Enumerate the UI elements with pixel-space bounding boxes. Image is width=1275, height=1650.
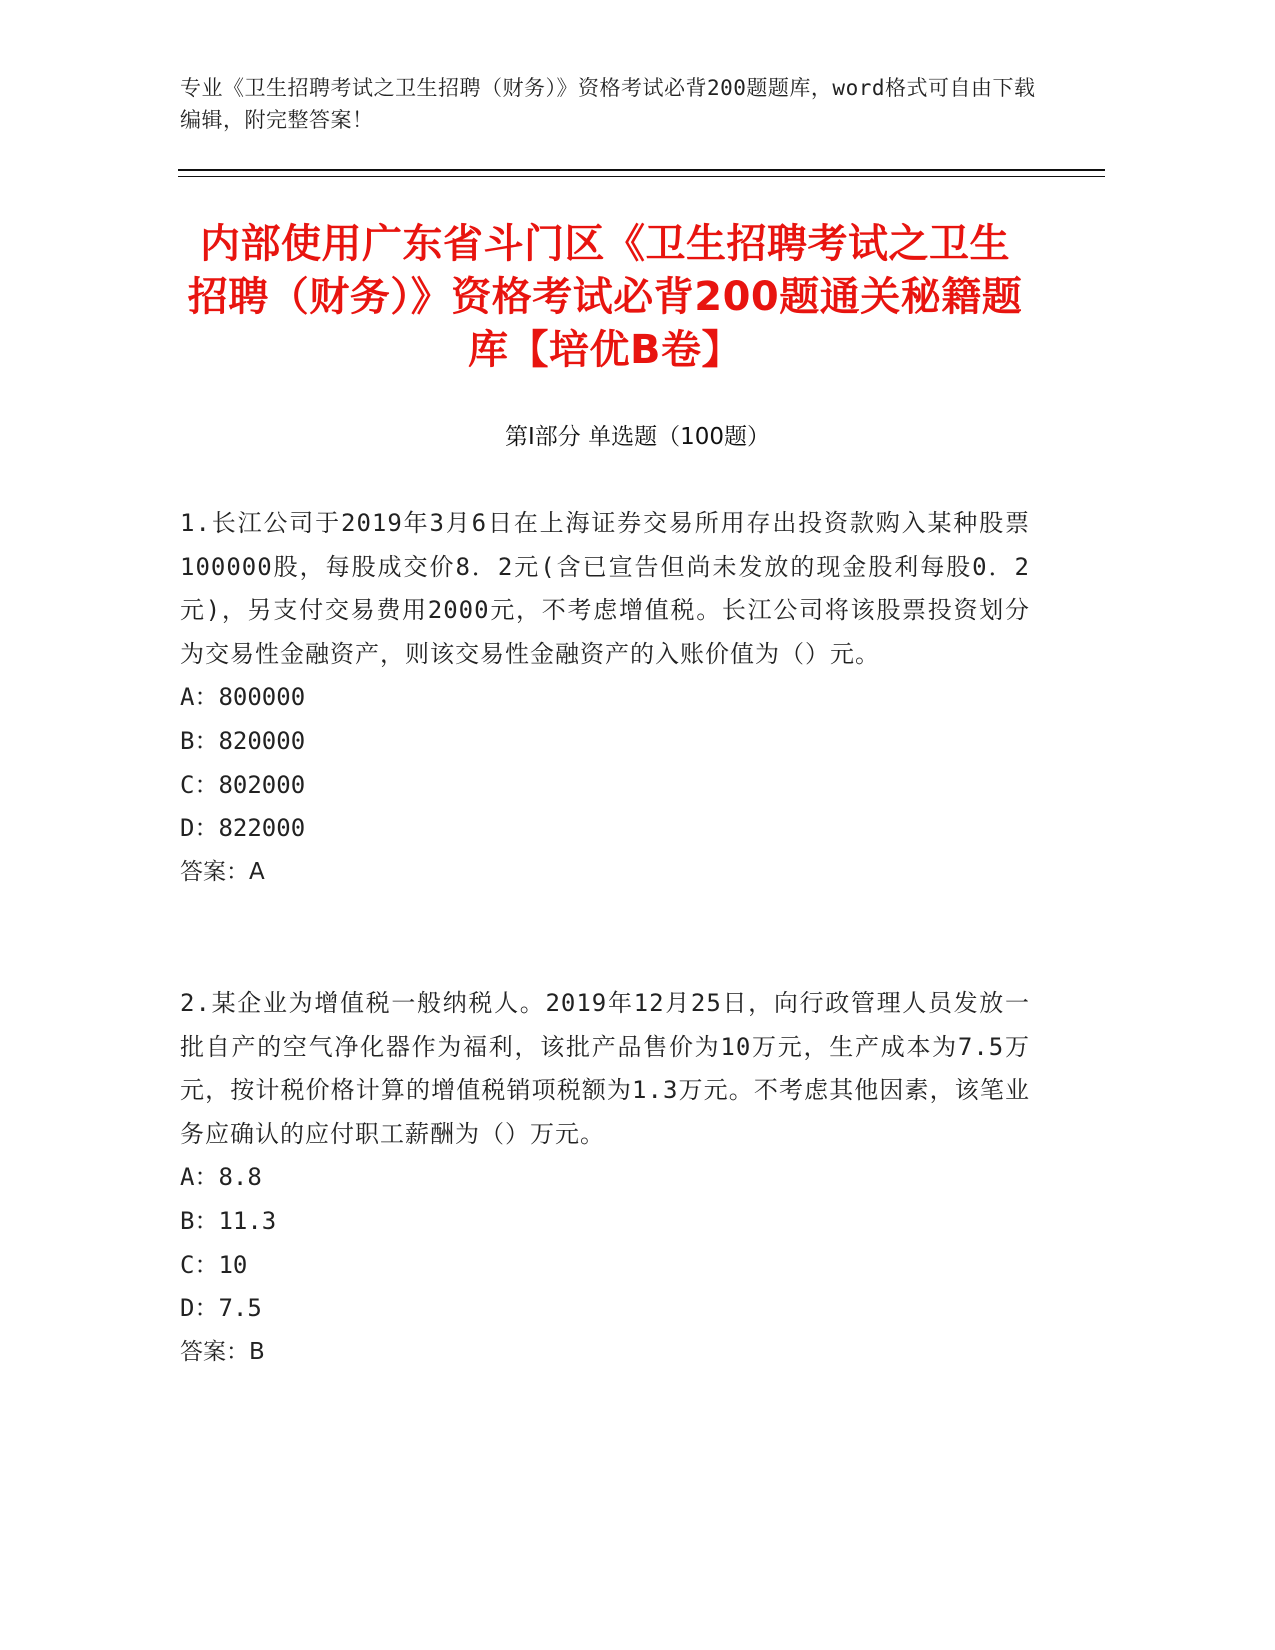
- question-block: [180, 982, 1030, 1374]
- header-divider-thin: [178, 176, 1105, 177]
- answer-line: 答案：B: [180, 1338, 265, 1365]
- option-a: A：8.8: [180, 1163, 262, 1192]
- option-d: D：822000: [180, 814, 306, 843]
- option-a: A：800000: [180, 683, 306, 712]
- header-note: 专业《卫生招聘考试之卫生招聘（财务）》资格考试必背200题题库，word格式可自由下载编辑，附完整答案！: [180, 76, 1036, 132]
- question-text: 1.长江公司于2019年3月6日在上海证券交易所用存出投资款购入某种股票100000股，每股成交价8．2元(含已宣告但尚未发放的现金股利每股0．2元)，另支付交易费用2000元，不考虑增值税。长江公司将该股票投资划分为交易性金融资产，则该交易性金融资产的入账价值为（）元。: [180, 509, 1030, 668]
- option-b: B：11.3: [180, 1206, 277, 1235]
- option-b: B：820000: [180, 726, 306, 755]
- header-divider-thick: [178, 169, 1105, 171]
- option-c: C：802000: [180, 770, 306, 799]
- question-text: 2.某企业为增值税一般纳税人。2019年12月25日，向行政管理人员发放一批自产的空气净化器作为福利，该批产品售价为10万元，生产成本为7.5万元，按计税价格计算的增值税销项税额为1.3万元。不考虑其他因素，该笔业务应确认的应付职工薪酬为（）万元。: [180, 989, 1030, 1148]
- document-title: 内部使用广东省斗门区《卫生招聘考试之卫生招聘（财务）》资格考试必背200题通关秘籍题库【培优B卷】: [187, 221, 1023, 373]
- option-c: C：10: [180, 1250, 248, 1279]
- answer-line: 答案：A: [180, 858, 265, 885]
- question-block: [180, 502, 1030, 894]
- section-heading: 第I部分 单选题（100题）: [505, 424, 770, 450]
- option-d: D：7.5: [180, 1294, 262, 1323]
